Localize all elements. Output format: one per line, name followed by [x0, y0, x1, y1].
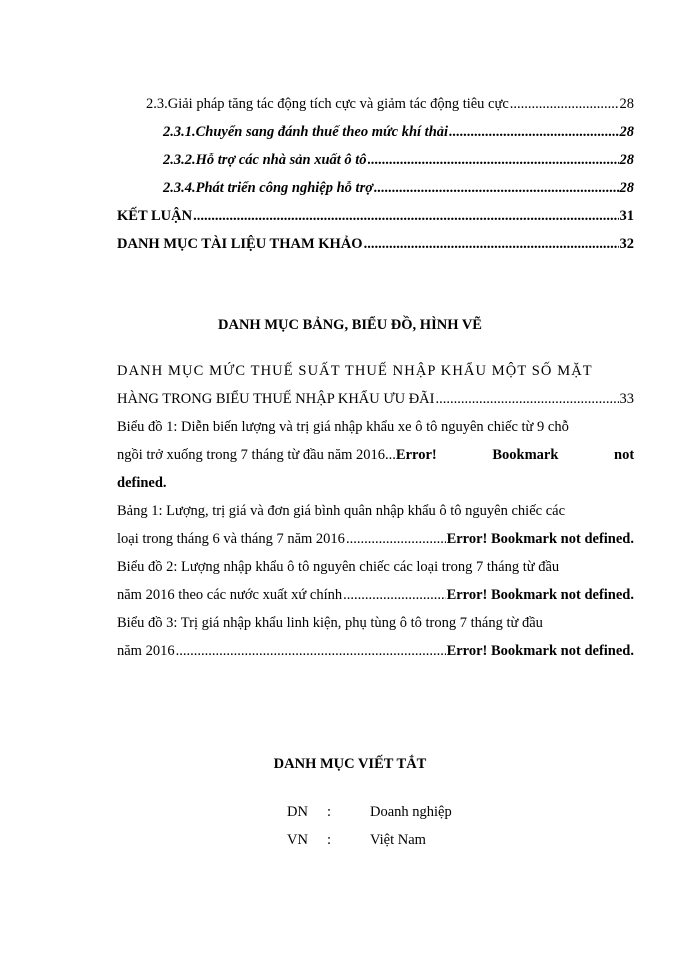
toc-label: 2.3.2.Hỗ trợ các nhà sản xuất ô tô — [163, 152, 367, 168]
toc-leader — [436, 391, 619, 408]
figure-entry-tariff-list[interactable] — [117, 363, 634, 380]
toc-leader — [343, 587, 445, 604]
figure-entry-chart-2[interactable] — [117, 559, 634, 576]
abbr-separator: : — [327, 804, 332, 820]
figure-line: Biểu đồ 2: Lượng nhập khẩu ô tô nguyên chiếc các loại trong 7 tháng từ đầu — [117, 559, 560, 575]
figure-line: Biểu đồ 3: Trị giá nhập khẩu linh kiện, phụ tùng ô tô trong 7 tháng từ đầu — [117, 615, 543, 631]
abbreviations-heading: DANH MỤC VIẾT TẮT — [273, 756, 427, 772]
toc-leader — [346, 531, 446, 548]
toc-page: 28 — [619, 96, 634, 112]
toc-label: 2.3.1.Chuyển sang đánh thuế theo mức khí thải — [163, 124, 449, 140]
toc-entry-ket-luan[interactable] — [117, 208, 634, 225]
toc-leader — [510, 96, 619, 113]
toc-entry-2-3[interactable] — [146, 96, 634, 113]
figure-page: 33 — [619, 391, 634, 407]
figure-entry-tariff-list-cont[interactable] — [117, 391, 634, 408]
toc-leader — [193, 208, 618, 225]
toc-leader — [364, 236, 619, 253]
toc-page: 28 — [619, 180, 634, 196]
toc-label: DANH MỤC TÀI LIỆU THAM KHẢO — [117, 236, 363, 252]
bookmark-error — [396, 447, 634, 464]
figure-line: DANH MỤC MỨC THUẾ SUẤT THUẾ NHẬP KHẨU MỘT SỐ MẶT — [117, 363, 593, 379]
abbr-separator: : — [327, 832, 332, 848]
figure-line: năm 2016 — [117, 643, 175, 659]
abbr-meaning: Doanh nghiệp — [370, 804, 452, 820]
toc-page: 28 — [619, 124, 634, 140]
figure-entry-chart-3-cont[interactable] — [117, 643, 634, 660]
bookmark-error: Error! Bookmark not defined. — [446, 587, 634, 603]
toc-page: 32 — [619, 236, 634, 252]
toc-page: 31 — [619, 208, 634, 224]
figure-entry-table-1-cont[interactable] — [117, 531, 634, 548]
bookmark-error-text: Error! Bookmark not — [395, 447, 635, 463]
figure-entry-chart-1-cont[interactable] — [117, 447, 634, 464]
figure-entry-chart-1[interactable] — [117, 419, 634, 436]
figure-line: năm 2016 theo các nước xuất xứ chính — [117, 587, 343, 603]
figure-line: ngồi trở xuống trong 7 tháng từ đầu năm 2016 — [117, 447, 386, 463]
toc-page: 28 — [619, 152, 634, 168]
figure-line: loại trong tháng 6 và tháng 7 năm 2016 — [117, 531, 345, 547]
abbr-code: DN — [287, 804, 308, 820]
toc-leader: ... — [385, 447, 396, 463]
toc-leader — [176, 643, 446, 660]
figure-entry-table-1[interactable] — [117, 503, 634, 520]
abbr-code: VN — [287, 832, 308, 848]
toc-label: 2.3.4.Phát triển công nghiệp hỗ trợ — [163, 180, 374, 196]
figure-line: Biểu đồ 1: Diễn biến lượng và trị giá nhập khẩu xe ô tô nguyên chiếc từ 9 chỗ — [117, 419, 569, 435]
abbr-meaning: Việt Nam — [370, 832, 426, 848]
toc-label: 2.3.Giải pháp tăng tác động tích cực và giảm tác động tiêu cực — [146, 96, 509, 112]
figures-heading: DANH MỤC BẢNG, BIỂU ĐỒ, HÌNH VẼ — [218, 317, 482, 333]
toc-entry-references[interactable] — [117, 236, 634, 253]
figure-entry-chart-3[interactable] — [117, 615, 634, 632]
figure-entry-chart-1-error-cont — [117, 475, 634, 492]
figure-line: Bảng 1: Lượng, trị giá và đơn giá bình quân nhập khẩu ô tô nguyên chiếc các — [117, 503, 566, 519]
toc-leader — [374, 180, 618, 197]
figure-line: HÀNG TRONG BIỂU THUẾ NHẬP KHẨU ƯU ĐÃI — [117, 391, 435, 407]
toc-leader — [449, 124, 618, 141]
bookmark-error-text: defined. — [117, 475, 167, 491]
toc-label: KẾT LUẬN — [117, 208, 193, 224]
toc-entry-2-3-1[interactable] — [163, 124, 634, 141]
bookmark-error: Error! Bookmark not defined. — [446, 643, 634, 659]
toc-entry-2-3-2[interactable] — [163, 152, 634, 169]
figure-entry-chart-2-cont[interactable] — [117, 587, 634, 604]
toc-leader — [368, 152, 619, 169]
toc-entry-2-3-4[interactable] — [163, 180, 634, 197]
bookmark-error: Error! Bookmark not defined. — [446, 531, 634, 547]
